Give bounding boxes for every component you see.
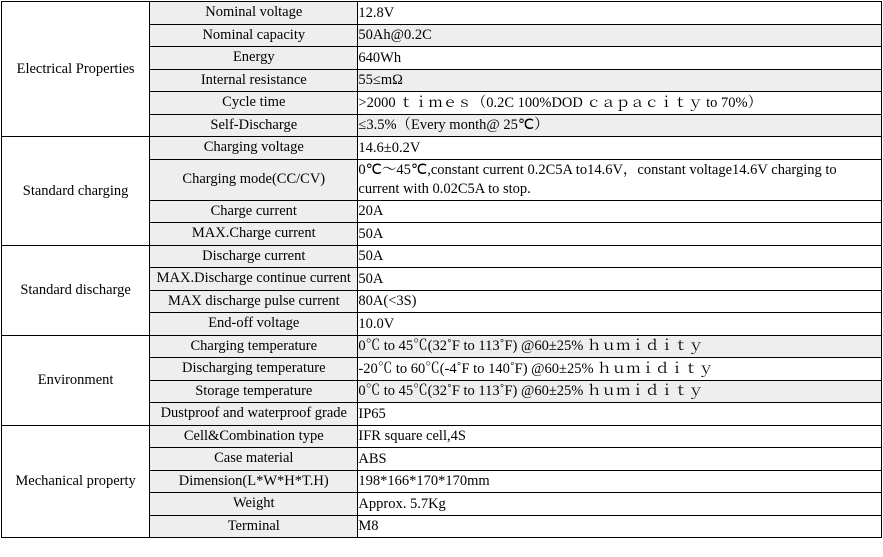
parameter-value: M8 xyxy=(358,515,882,538)
parameter-label: Weight xyxy=(150,493,358,516)
table-row xyxy=(2,137,882,160)
parameter-value: 80A(<3S) xyxy=(358,290,882,313)
group-label: Standard discharge xyxy=(2,245,150,335)
parameter-label: End-off voltage xyxy=(150,313,358,336)
parameter-value: Approx. 5.7Kg xyxy=(358,493,882,516)
parameter-label: Charging mode(CC/CV) xyxy=(150,159,358,200)
parameter-label: MAX.Discharge continue current xyxy=(150,268,358,291)
parameter-value: 0℃ to 45℃(32˚F to 113˚F) @60±25% ｈｕｍｉｄｉｔｙ xyxy=(358,380,882,403)
parameter-label: Nominal voltage xyxy=(150,2,358,25)
parameter-value: IFR square cell,4S xyxy=(358,425,882,448)
parameter-label: Cell&Combination type xyxy=(150,425,358,448)
parameter-value: -20℃ to 60℃(-4˚F to 140˚F) @60±25% ｈｕｍｉｄｉｔｙ xyxy=(358,358,882,381)
parameter-label: Discharge current xyxy=(150,245,358,268)
parameter-value: ≤3.5%（Every month@ 25℃） xyxy=(358,114,882,137)
specification-table xyxy=(1,1,882,538)
parameter-label: Charging voltage xyxy=(150,137,358,160)
parameter-label: Internal resistance xyxy=(150,69,358,92)
group-label: Mechanical property xyxy=(2,425,150,538)
parameter-label: Nominal capacity xyxy=(150,24,358,47)
parameter-label: Terminal xyxy=(150,515,358,538)
parameter-label: Dimension(L*W*H*T.H) xyxy=(150,470,358,493)
group-label: Standard charging xyxy=(2,137,150,246)
parameter-label: Charging temperature xyxy=(150,335,358,358)
parameter-value: 50A xyxy=(358,223,882,246)
parameter-value: 0℃ to 45℃(32˚F to 113˚F) @60±25% ｈｕｍｉｄｉｔｙ xyxy=(358,335,882,358)
parameter-label: Charge current xyxy=(150,200,358,223)
parameter-value: >2000 ｔｉｍｅｓ（0.2C 100%DOD ｃａｐａｃｉｔｙ to 70%） xyxy=(358,92,882,115)
parameter-value: 55≤mΩ xyxy=(358,69,882,92)
parameter-label: Discharging temperature xyxy=(150,358,358,381)
parameter-value: ABS xyxy=(358,448,882,471)
table-row xyxy=(2,425,882,448)
parameter-value: 198*166*170*170mm xyxy=(358,470,882,493)
parameter-label: Storage temperature xyxy=(150,380,358,403)
parameter-value: 20A xyxy=(358,200,882,223)
parameter-value: 0℃～45℃,constant current 0.2C5A to14.6V，constant voltage14.6V charging to current with 0.02C5A to stop. xyxy=(358,159,882,200)
table-row xyxy=(2,335,882,358)
parameter-label: Dustproof and waterproof grade xyxy=(150,403,358,426)
parameter-label: Self-Discharge xyxy=(150,114,358,137)
parameter-value: 50A xyxy=(358,245,882,268)
parameter-value: 640Wh xyxy=(358,47,882,70)
parameter-label: Case material xyxy=(150,448,358,471)
parameter-label: Cycle time xyxy=(150,92,358,115)
specification-table-body xyxy=(2,2,882,538)
group-label: Environment xyxy=(2,335,150,425)
group-label: Electrical Properties xyxy=(2,2,150,137)
parameter-value: IP65 xyxy=(358,403,882,426)
parameter-value: 50A xyxy=(358,268,882,291)
parameter-label: Energy xyxy=(150,47,358,70)
parameter-value: 14.6±0.2V xyxy=(358,137,882,160)
table-row xyxy=(2,245,882,268)
parameter-value: 12.8V xyxy=(358,2,882,25)
parameter-value: 10.0V xyxy=(358,313,882,336)
parameter-value: 50Ah@0.2C xyxy=(358,24,882,47)
table-row xyxy=(2,2,882,25)
parameter-label: MAX discharge pulse current xyxy=(150,290,358,313)
parameter-label: MAX.Charge current xyxy=(150,223,358,246)
